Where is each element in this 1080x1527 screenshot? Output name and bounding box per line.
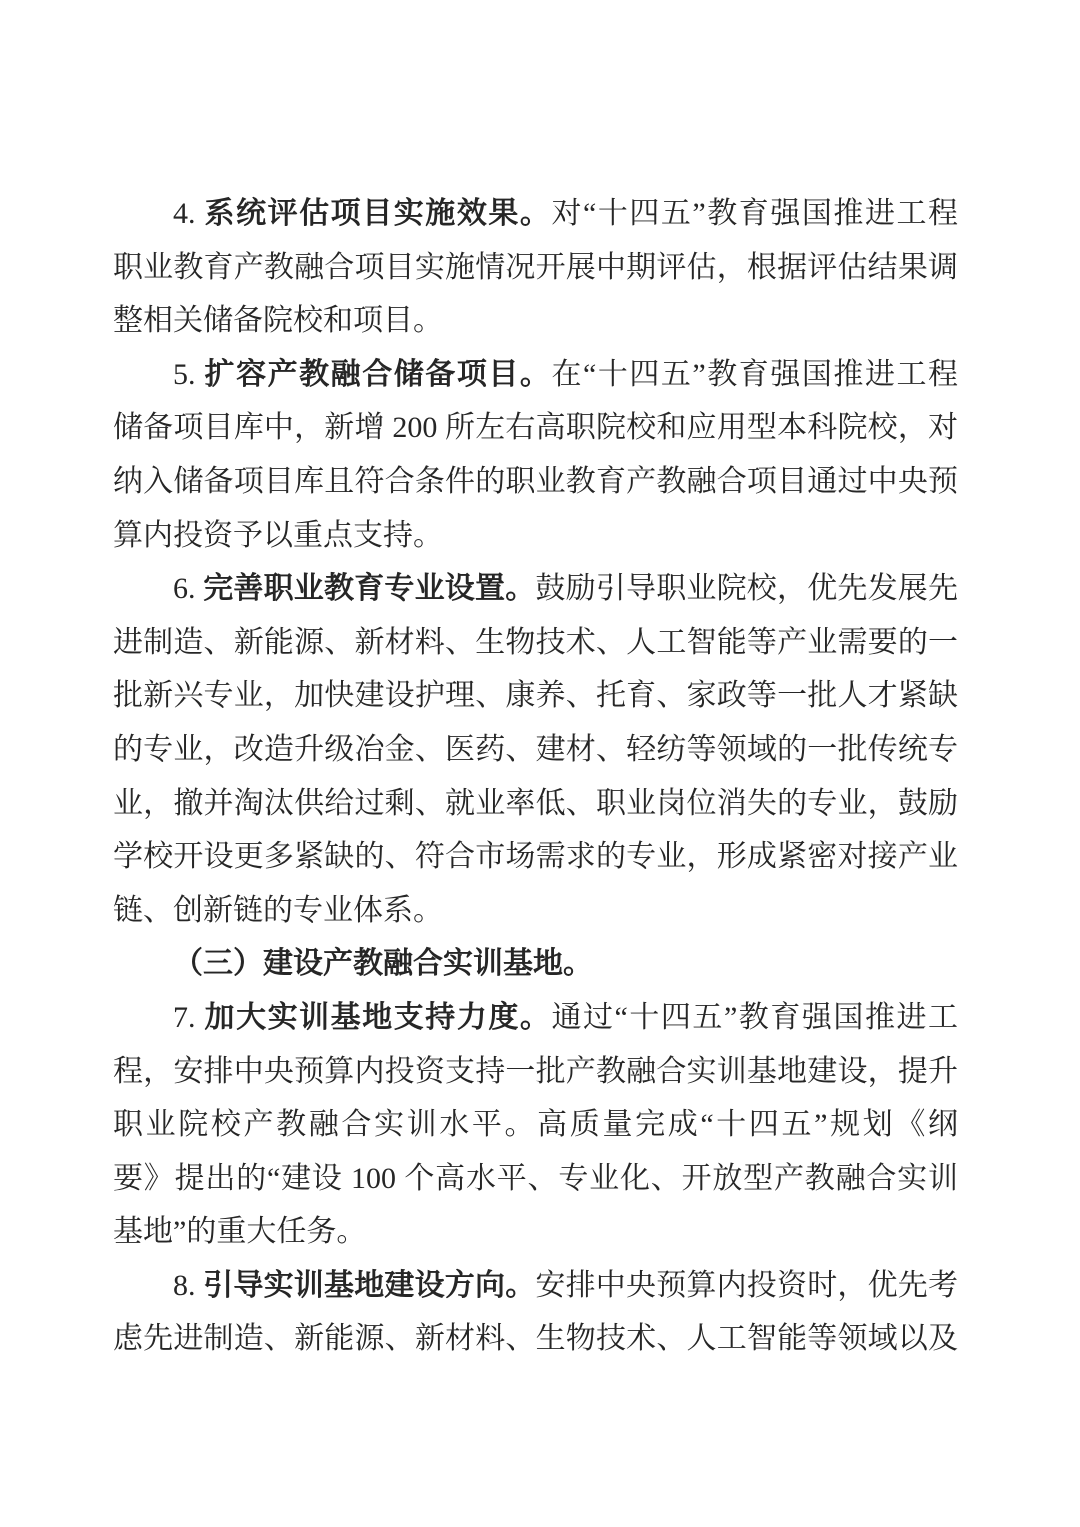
body-text: 进制造、新能源、新材料、生物技术、人工智能等产业需要的一 [113, 625, 958, 659]
bold-lead-sentence: 完善职业教育专业设置。 [203, 572, 536, 606]
body-text: 鼓励引导职业院校，优先发展先 [535, 572, 959, 606]
text-line [113, 455, 958, 509]
text-line [113, 991, 958, 1045]
text-line [113, 187, 958, 241]
body-text: 在“十四五”教育强国推进工程 [551, 357, 959, 391]
body-text: 程，安排中央预算内投资支持一批产教融合实训基地建设，提升 [113, 1054, 958, 1088]
text-line [113, 562, 958, 616]
bold-lead-sentence: 加大实训基地支持力度。 [204, 1000, 552, 1034]
body-text: 通过“十四五”教育强国推进工 [551, 1000, 959, 1034]
text-line [113, 1312, 958, 1366]
text-line [113, 1152, 958, 1206]
text-line [113, 1045, 958, 1099]
body-text: 要》提出的“建设 100 个高水平、专业化、开放型产教融合实训 [113, 1161, 958, 1195]
body-text: 职业院校产教融合实训水平。高质量完成“十四五”规划《纲 [113, 1108, 958, 1142]
text-line [113, 830, 958, 884]
body-text: 基地”的重大任务。 [113, 1215, 367, 1249]
text-line [113, 1098, 958, 1152]
text-line [113, 1259, 958, 1313]
text-line [113, 616, 958, 670]
document-text-block [113, 187, 958, 1366]
bold-lead-sentence: 系统评估项目实施效果。 [204, 197, 552, 230]
text-line [113, 401, 958, 455]
body-text: 的专业，改造升级冶金、医药、建材、轻纺等领域的一批传统专 [113, 732, 958, 766]
item-number: 7. [173, 1000, 205, 1034]
body-text: 虑先进制造、新能源、新材料、生物技术、人工智能等领域以及 [113, 1322, 958, 1356]
body-text: 储备项目库中，新增 200 所左右高职院校和应用型本科院校，对 [113, 411, 958, 445]
body-text: 整相关储备院校和项目。 [113, 304, 443, 338]
text-line [113, 723, 958, 777]
body-text: 链、创新链的专业体系。 [113, 893, 443, 927]
text-line [113, 348, 958, 402]
bold-lead-sentence: 扩容产教融合储备项目。 [204, 357, 552, 391]
item-number: 5. [173, 357, 205, 391]
item-number: 6. [173, 572, 204, 606]
bold-lead-sentence: （三）建设产教融合实训基地。 [173, 947, 593, 981]
body-text: 职业教育产教融合项目实施情况开展中期评估，根据评估结果调 [113, 250, 958, 284]
body-text: 批新兴专业，加快建设护理、康养、托育、家政等一批人才紧缺 [113, 679, 958, 713]
body-text: 纳入储备项目库且符合条件的职业教育产教融合项目通过中央预 [113, 464, 958, 498]
body-text: 对“十四五”教育强国推进工程 [551, 197, 959, 230]
body-text: 安排中央预算内投资时，优先考 [535, 1268, 959, 1302]
item-number: 4. [173, 197, 205, 230]
text-line [113, 241, 958, 295]
body-text: 算内投资予以重点支持。 [113, 518, 443, 552]
text-line [113, 937, 958, 991]
text-line [113, 1205, 958, 1259]
body-text: 学校开设更多紧缺的、符合市场需求的专业，形成紧密对接产业 [113, 840, 958, 874]
body-text: 业，撤并淘汰供给过剩、就业率低、职业岗位消失的专业，鼓励 [113, 786, 958, 820]
text-line [113, 884, 958, 938]
text-line [113, 509, 958, 563]
bold-lead-sentence: 引导实训基地建设方向。 [203, 1268, 536, 1302]
text-line [113, 669, 958, 723]
text-line [113, 777, 958, 831]
item-number: 8. [173, 1268, 204, 1302]
text-line [113, 294, 958, 348]
